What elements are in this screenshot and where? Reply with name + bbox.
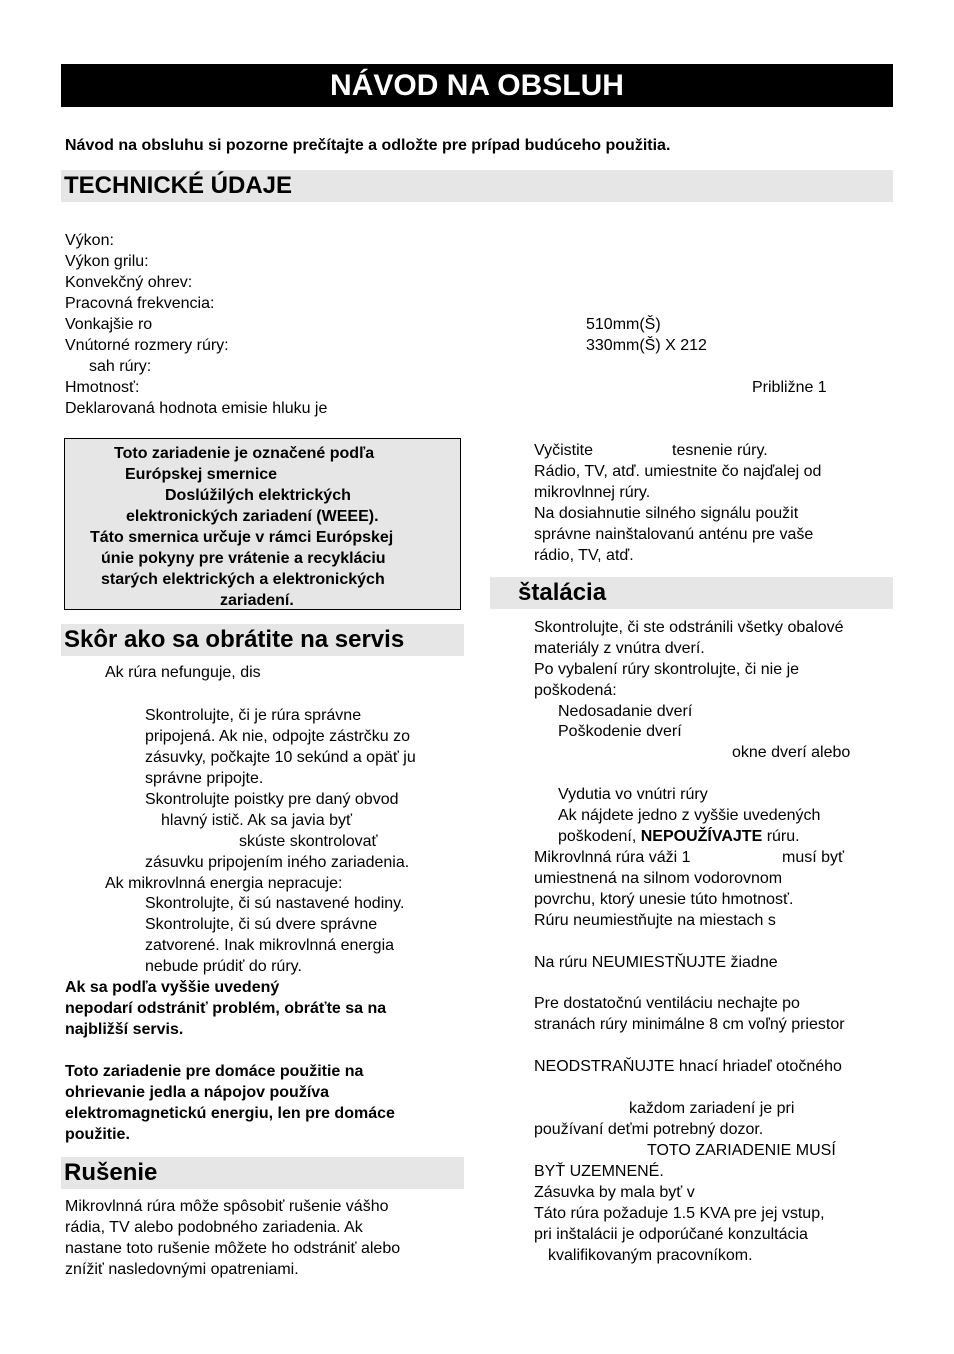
weee-line: únie pokyny pre vrátenie a recykláciu (101, 550, 386, 567)
install-line: Zásuvka by mala byť v (534, 1184, 695, 1201)
tech-label-power: Výkon: (65, 232, 114, 249)
install-line: Pre dostatočnú ventiláciu nechajte po (534, 995, 800, 1012)
weee-line: starých elektrických a elektronických (101, 571, 385, 588)
page-title: NÁVOD NA OBSLUH (61, 64, 893, 107)
service-line: Ak mikrovlnná energia nepracuje: (105, 875, 343, 892)
interference-tip-line: Na dosiahnutie silného signálu použit (534, 505, 799, 522)
tech-label-convection: Konvekčný ohrev: (65, 274, 193, 291)
service-line: Skontrolujte, či je rúra správne (145, 707, 362, 724)
tech-label-weight: Hmotnosť: (65, 379, 140, 396)
install-line: Vydutia vo vnútri rúry (558, 786, 708, 803)
tech-value-weight: Približne 1 (752, 379, 827, 396)
service-heading: Skôr ako sa obrátite na servis (61, 624, 464, 656)
interference-tip-line: Vyčistite (534, 442, 593, 459)
install-line: Skontrolujte, či ste odstránili všetky obalové (534, 619, 844, 636)
weee-line: Európskej smernice (125, 466, 278, 483)
weee-line: elektronických zariadení (WEEE). (126, 508, 379, 525)
service-line: skúste skontrolovať (239, 833, 378, 850)
service-bold-line: najbližší servis. (65, 1021, 184, 1038)
interference-line: Mikrovlnná rúra môže spôsobiť rušenie vášho (65, 1198, 389, 1215)
install-line: Táto rúra požaduje 1.5 KVA pre jej vstup, (534, 1205, 825, 1222)
install-line: okne dverí alebo (732, 744, 851, 761)
tech-label-grill-power: Výkon grilu: (65, 253, 149, 270)
tech-label-outer-dims: Vonkajšie ro (65, 316, 153, 333)
installation-heading: štalácia (490, 577, 893, 609)
install-line: každom zariadení je pri (629, 1100, 795, 1117)
tech-value-inner-dims: 330mm(Š) X 212 (586, 337, 707, 354)
interference-tip-line: rádio, TV, atď. (534, 547, 634, 564)
install-line: poškodená: (534, 682, 617, 699)
install-text: rúru. (766, 828, 800, 845)
tech-label-noise: Deklarovaná hodnota emisie hluku je (65, 400, 328, 417)
service-line: správne pripojte. (145, 770, 264, 787)
intro-text: Návod na obsluhu si pozorne prečítajte a odložte pre prípad budúceho použitia. (65, 137, 671, 154)
weee-line: Toto zariadenie je označené podľa (114, 445, 375, 462)
tech-label-capacity: sah rúry: (89, 358, 152, 375)
service-line: Skontrolujte, či sú dvere správne (145, 916, 378, 933)
service-line: nebude prúdiť do rúry. (145, 958, 302, 975)
install-line (558, 826, 800, 847)
install-line: Na rúru NEUMIESTŇUJTE žiadne (534, 954, 778, 971)
interference-line: rádia, TV alebo podobného zariadenia. Ak (65, 1219, 363, 1236)
tech-label-inner-dims: Vnútorné rozmery rúry: (65, 337, 229, 354)
interference-tip-line: správne nainštalovanú anténu pre vaše (534, 526, 814, 543)
install-line: musí byť (782, 849, 845, 866)
install-line: povrchu, ktorý unesie túto hmotnosť. (534, 891, 794, 908)
install-line: používaní deťmi potrebný dozor. (534, 1121, 764, 1138)
tech-label-frequency: Pracovná frekvencia: (65, 295, 215, 312)
install-line: Mikrovlnná rúra váži 1 (534, 849, 691, 866)
install-line: umiestnená na silnom vodorovnom (534, 870, 783, 887)
service-line: hlavný istič. Ak sa javia byť (161, 812, 352, 829)
interference-line: znížiť nasledovnými opatreniami. (65, 1261, 299, 1278)
install-line: materiály z vnútra dverí. (534, 640, 705, 657)
service-line: zásuvku pripojením iného zariadenia. (145, 854, 410, 871)
weee-notice-box (64, 438, 461, 610)
service-bold-line: Ak sa podľa vyššie uvedený (65, 979, 280, 996)
weee-line: Doslúžilých elektrických (165, 487, 351, 504)
service-bold-line: nepodarí odstrániť problém, obráťte sa na (65, 1000, 387, 1017)
interference-heading: Rušenie (61, 1157, 464, 1189)
install-line: pri inštalácii je odporúčané konzultácia (534, 1226, 808, 1243)
weee-line: zariadení. (220, 592, 294, 609)
household-bold-line: elektromagnetickú energiu, len pre domáce (65, 1105, 395, 1122)
interference-tip-line: Rádio, TV, atď. umiestnite čo najďalej od (534, 463, 822, 480)
install-line: BYŤ UZEMNENÉ. (534, 1163, 664, 1180)
tech-value-outer-dims: 510mm(Š) (586, 316, 661, 333)
service-line: Ak rúra nefunguje, dis (105, 664, 261, 681)
service-line: Skontrolujte, či sú nastavené hodiny. (145, 895, 405, 912)
install-line: Rúru neumiestňujte na miestach s (534, 912, 776, 929)
interference-line: nastane toto rušenie môžete ho odstrániť alebo (65, 1240, 401, 1257)
install-line: TOTO ZARIADENIE MUSÍ (647, 1142, 836, 1159)
do-not-use-warning: NEPOUŽÍVAJTE (640, 828, 763, 845)
install-line: Ak nájdete jedno z vyššie uvedených (558, 807, 821, 824)
install-line: Poškodenie dverí (558, 723, 682, 740)
install-line: NEODSTRAŇUJTE hnací hriadeľ otočného (534, 1058, 842, 1075)
service-line: zatvorené. Inak mikrovlnná energia (145, 937, 395, 954)
service-line: zásuvky, počkajte 10 sekúnd a opäť ju (145, 749, 416, 766)
install-line: kvalifikovaným pracovníkom. (548, 1247, 753, 1264)
install-line: stranách rúry minimálne 8 cm voľný priestor (534, 1016, 845, 1033)
household-bold-line: Toto zariadenie pre domáce použitie na (65, 1063, 364, 1080)
service-line: pripojená. Ak nie, odpojte zástrčku zo (145, 728, 411, 745)
household-bold-line: ohrievanie jedla a nápojov používa (65, 1084, 330, 1101)
interference-tip-line: mikrovlnnej rúry. (534, 484, 651, 501)
service-line: Skontrolujte poistky pre daný obvod (145, 791, 399, 808)
weee-line: Táto smernica určuje v rámci Európskej (90, 529, 394, 546)
interference-tip-line: tesnenie rúry. (672, 442, 768, 459)
tech-heading: TECHNICKÉ ÚDAJE (61, 170, 893, 202)
household-bold-line: použitie. (65, 1126, 130, 1143)
install-line: Po vybalení rúry skontrolujte, či nie je (534, 661, 800, 678)
install-text: poškodení, (558, 828, 637, 845)
install-line: Nedosadanie dverí (558, 703, 693, 720)
